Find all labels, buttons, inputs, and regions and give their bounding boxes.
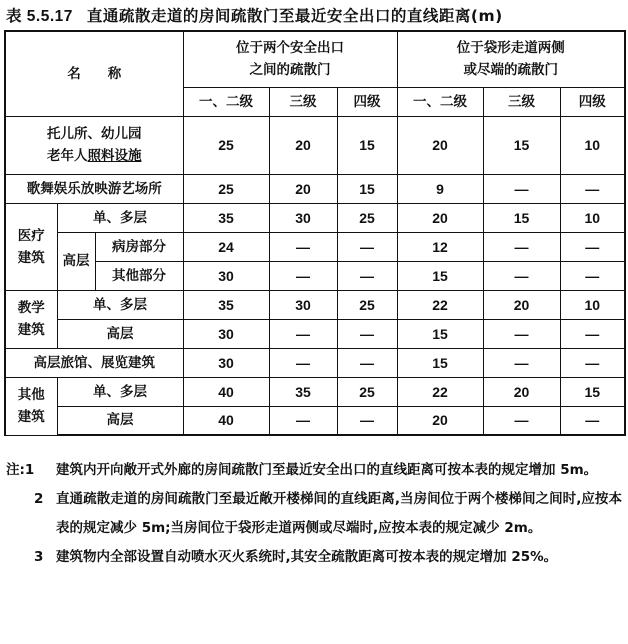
note-item: [6, 485, 622, 543]
cell-value: 40: [183, 406, 269, 435]
table-row: [5, 174, 625, 203]
cell-value: 30: [269, 203, 337, 232]
note-label: 3: [34, 549, 44, 565]
cell-value: 15: [397, 261, 483, 290]
cell-value: 25: [183, 174, 269, 203]
note-text: 直通疏散走道的房间疏散门至最近敞开楼梯间的直线距离,当房间位于两个楼梯间之间时,应按本表的规定减少 5m;当房间位于袋形走道两侧或尽端时,应按本表的规定减少 2m。: [56, 491, 622, 536]
table-row: [5, 348, 625, 377]
row-sublabel: 单、多层: [57, 203, 183, 232]
cell-value: 35: [183, 203, 269, 232]
row-label: 托儿所、幼儿园 老年人照料设施: [5, 116, 183, 174]
cell-value: 40: [183, 377, 269, 406]
table-row: [5, 261, 625, 290]
cell-value: 20: [483, 377, 560, 406]
cell-value: 30: [183, 348, 269, 377]
table-title: [6, 4, 503, 26]
cell-value: 15: [483, 116, 560, 174]
note-item: [6, 456, 622, 485]
row-sublabel: 病房部分: [95, 232, 183, 261]
header-grade: 三级: [483, 87, 560, 116]
cell-value: —: [483, 232, 560, 261]
cell-value: —: [337, 261, 397, 290]
cell-value: 30: [183, 319, 269, 348]
header-grade: 四级: [560, 87, 625, 116]
cell-value: —: [269, 261, 337, 290]
cell-value: —: [560, 319, 625, 348]
cell-value: 30: [183, 261, 269, 290]
cell-value: 9: [397, 174, 483, 203]
notes-section: [6, 456, 622, 572]
cell-value: 35: [183, 290, 269, 319]
cell-value: 20: [269, 116, 337, 174]
row-sublabel: 高层: [57, 406, 183, 435]
cell-value: 20: [397, 116, 483, 174]
cell-value: —: [560, 348, 625, 377]
note-text: 建筑内开向敞开式外廊的房间疏散门至最近安全出口的直线距离可按本表的规定增加 5m。: [56, 462, 598, 478]
cell-value: 25: [183, 116, 269, 174]
cell-value: 15: [337, 174, 397, 203]
cell-value: 15: [397, 348, 483, 377]
note-text: 建筑物内全部设置自动喷水灭火系统时,其安全疏散距离可按本表的规定增加 25%。: [56, 549, 558, 565]
cell-value: —: [560, 174, 625, 203]
header-group-dead-end: 位于袋形走道两侧 或尽端的疏散门: [397, 31, 625, 87]
row-label: 歌舞娱乐放映游艺场所: [5, 174, 183, 203]
header-grade: 一、二级: [183, 87, 269, 116]
note-item: [6, 543, 622, 572]
cell-value: —: [483, 319, 560, 348]
table-row: [5, 406, 625, 435]
table-row: [5, 116, 625, 174]
cell-value: 15: [483, 203, 560, 232]
cell-value: 25: [337, 290, 397, 319]
evacuation-distance-table: [4, 30, 626, 436]
cell-value: 22: [397, 290, 483, 319]
table-row: [5, 377, 625, 406]
cell-value: —: [483, 406, 560, 435]
cell-value: 25: [337, 377, 397, 406]
row-label: 其他 建筑: [5, 377, 57, 435]
cell-value: —: [269, 348, 337, 377]
header-name: 名 称: [5, 31, 183, 116]
row-sublabel: 单、多层: [57, 377, 183, 406]
row-sublabel: 高层: [57, 319, 183, 348]
header-grade: 一、二级: [397, 87, 483, 116]
cell-value: 30: [269, 290, 337, 319]
cell-value: 15: [560, 377, 625, 406]
table-caption: 直通疏散走道的房间疏散门至最近安全出口的直线距离(m): [86, 7, 503, 25]
cell-value: —: [337, 348, 397, 377]
cell-value: 20: [269, 174, 337, 203]
cell-value: —: [269, 319, 337, 348]
cell-value: —: [269, 232, 337, 261]
row-sublabel: 高层: [57, 232, 95, 290]
cell-value: —: [337, 232, 397, 261]
cell-value: —: [560, 261, 625, 290]
row-label: 医疗 建筑: [5, 203, 57, 290]
table-row: [5, 290, 625, 319]
table-row: [5, 232, 625, 261]
cell-value: —: [560, 406, 625, 435]
cell-value: —: [269, 406, 337, 435]
header-row-groups: [5, 31, 625, 87]
cell-value: 15: [337, 116, 397, 174]
cell-value: 25: [337, 203, 397, 232]
cell-value: 10: [560, 116, 625, 174]
cell-value: 10: [560, 290, 625, 319]
cell-value: —: [560, 232, 625, 261]
row-sublabel: 其他部分: [95, 261, 183, 290]
table-row: [5, 319, 625, 348]
cell-value: 35: [269, 377, 337, 406]
note-label: 注:1: [6, 462, 35, 478]
cell-value: 24: [183, 232, 269, 261]
cell-value: 20: [397, 406, 483, 435]
cell-value: —: [483, 174, 560, 203]
table-row: [5, 203, 625, 232]
table-number: 表 5.5.17: [6, 8, 73, 25]
header-group-between: 位于两个安全出口 之间的疏散门: [183, 31, 397, 87]
note-label: 2: [34, 491, 44, 507]
cell-value: 15: [397, 319, 483, 348]
cell-value: —: [483, 261, 560, 290]
header-grade: 四级: [337, 87, 397, 116]
cell-value: —: [337, 319, 397, 348]
cell-value: 20: [397, 203, 483, 232]
cell-value: —: [483, 348, 560, 377]
row-sublabel: 单、多层: [57, 290, 183, 319]
cell-value: 10: [560, 203, 625, 232]
cell-value: 20: [483, 290, 560, 319]
cell-value: 12: [397, 232, 483, 261]
row-label: 高层旅馆、展览建筑: [5, 348, 183, 377]
row-label: 教学 建筑: [5, 290, 57, 348]
cell-value: —: [337, 406, 397, 435]
cell-value: 22: [397, 377, 483, 406]
header-grade: 三级: [269, 87, 337, 116]
